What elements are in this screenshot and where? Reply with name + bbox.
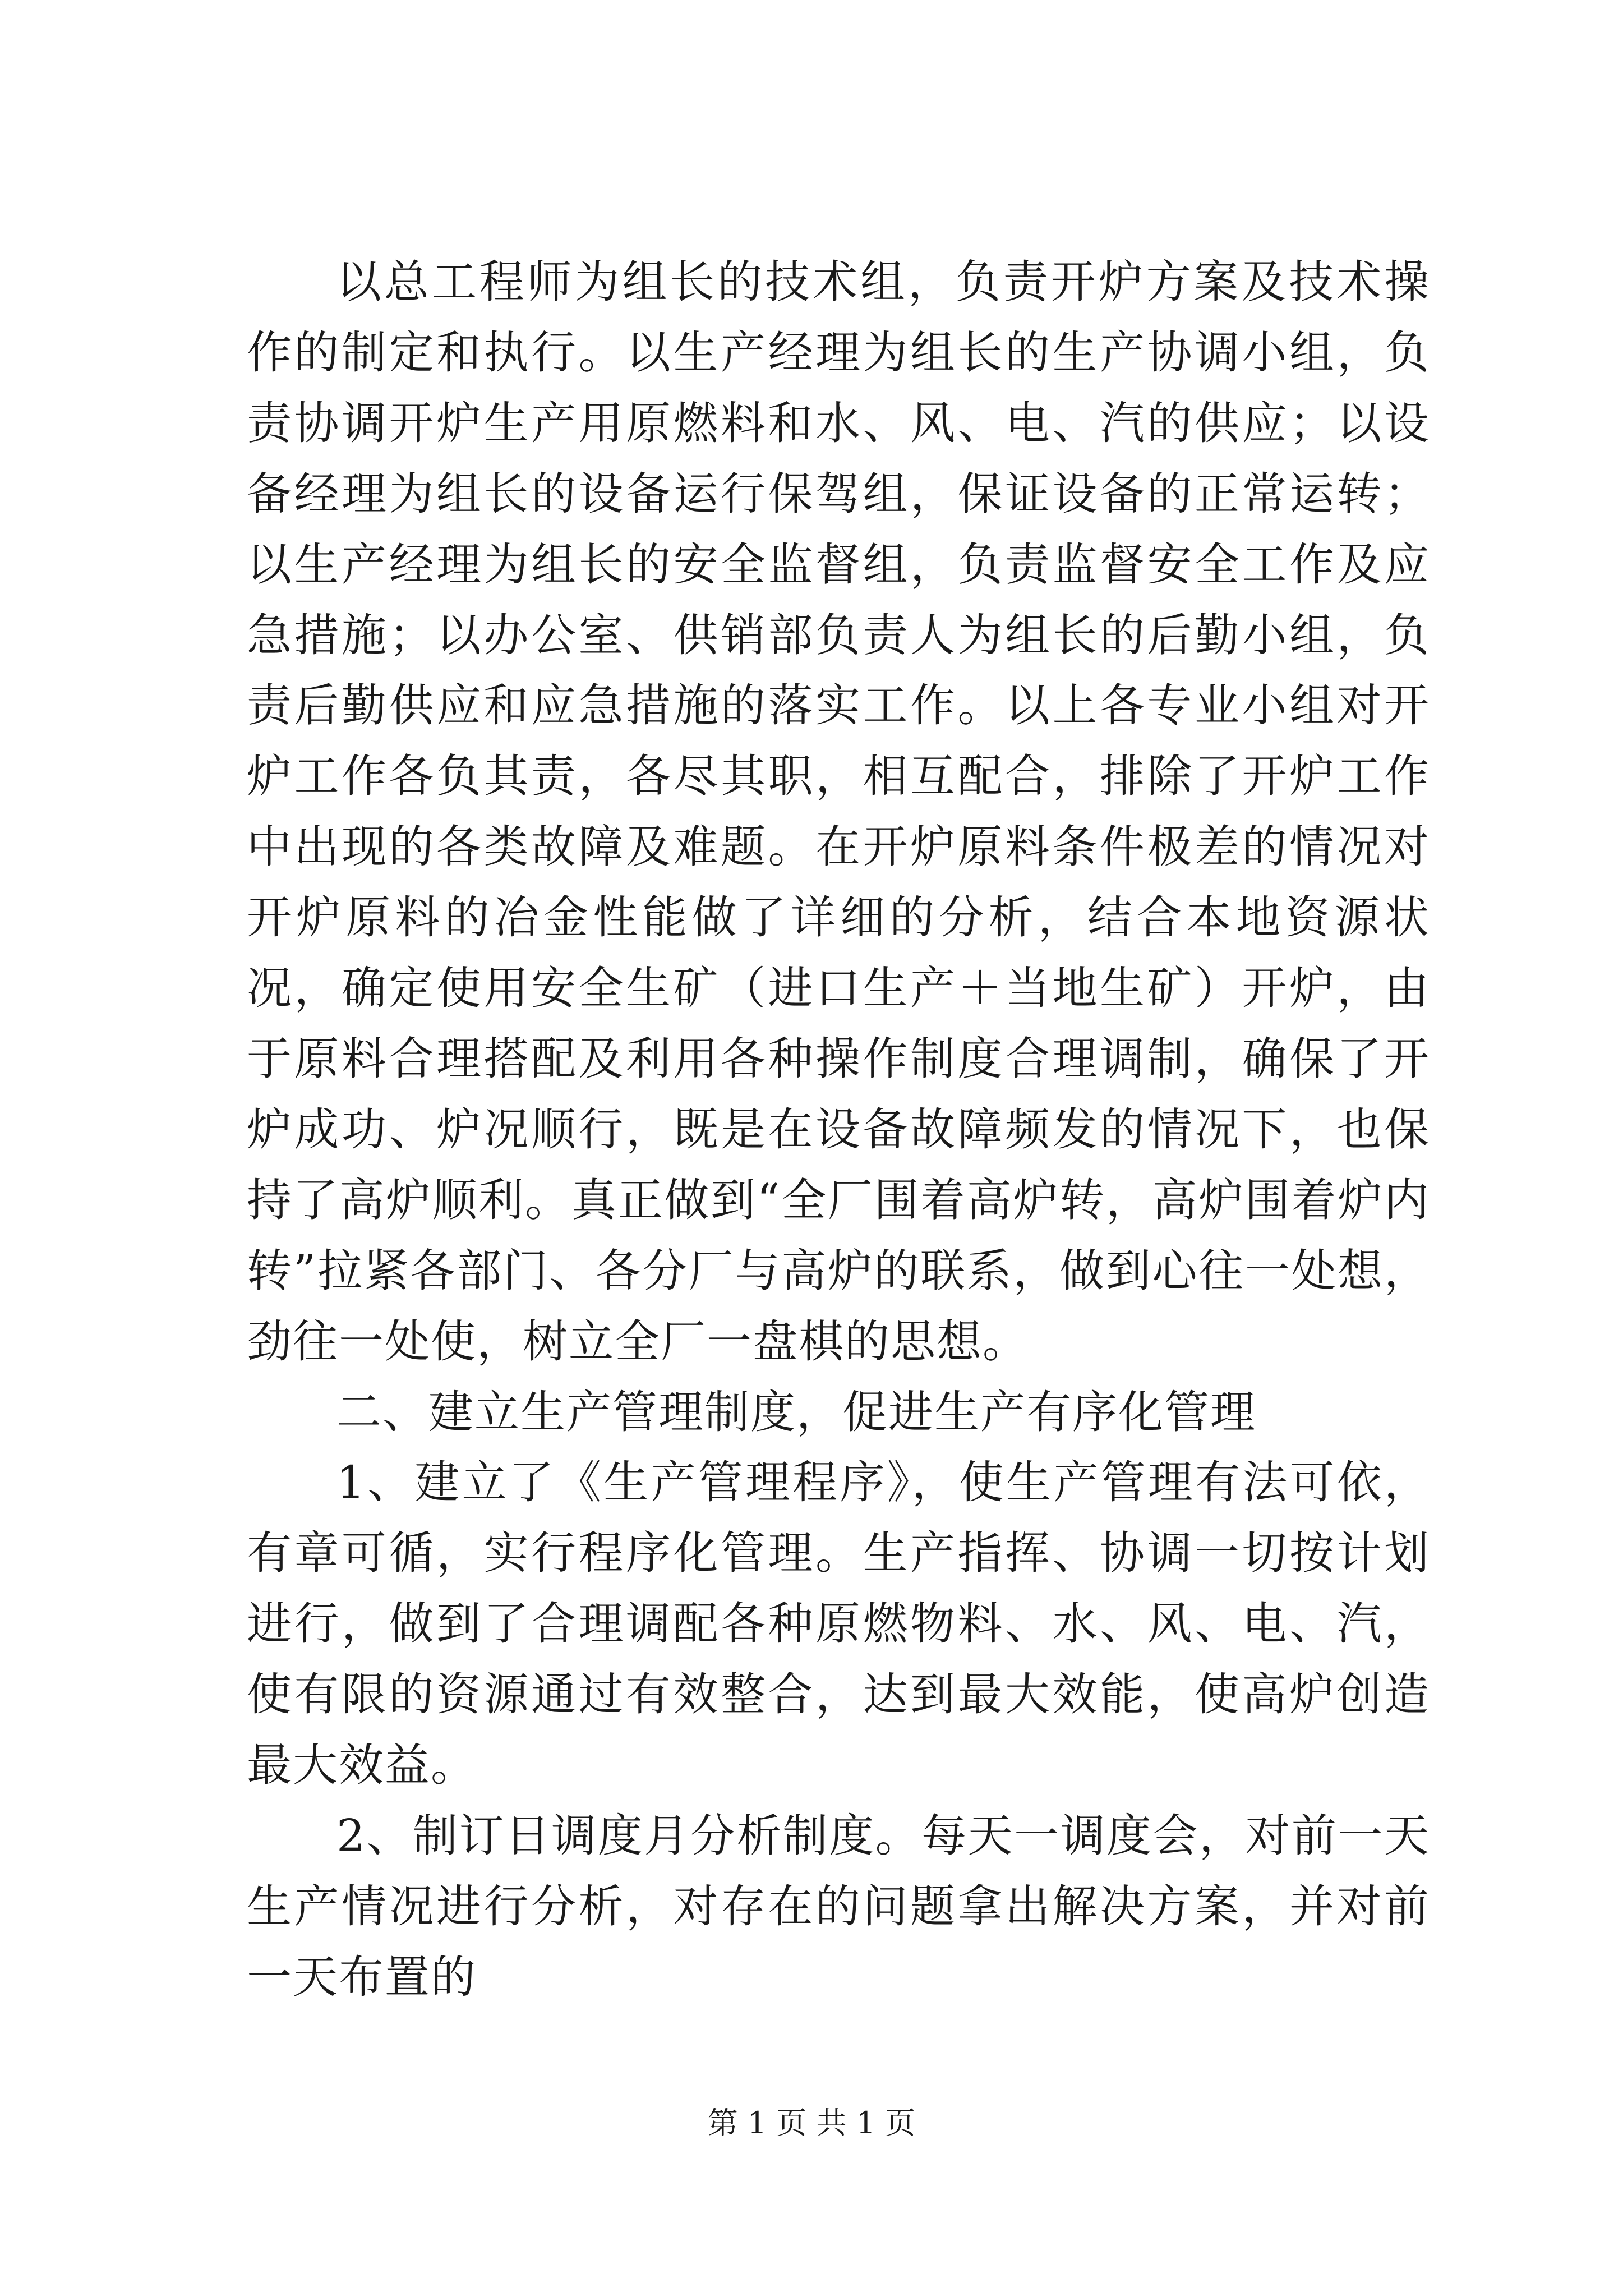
paragraph-item-2: 2、制订日调度月分析制度。每天一调度会，对前一天生产情况进行分析，对存在的问题拿出解决方案，并对前一天布置的 bbox=[247, 1809, 1430, 2003]
section-heading: 二、建立生产管理制度，促进生产有序化管理 bbox=[336, 1386, 1256, 1438]
paragraph-item-1: 1、建立了《生产管理程序》，使生产管理有法可依，有章可循，实行程序化管理。生产指挥、协调一切按计划进行，做到了合理调配各种原燃物料、水、风、电、汽，使有限的资源通过有效整合，达到最大效能，使高炉创造最大效益。 bbox=[247, 1456, 1430, 1792]
page-footer: 第 1 页 共 1 页 bbox=[707, 2105, 916, 2141]
document-body bbox=[247, 247, 1430, 2013]
paragraph-organization: 以总工程师为组长的技术组，负责开炉方案及技术操作的制定和执行。以生产经理为组长的生产协调小组，负责协调开炉生产用原燃料和水、风、电、汽的供应；以设备经理为组长的设备运行保驾组，保证设备的正常运转；以生产经理为组长的安全监督组，负责监督安全工作及应急措施；以办公室、供销部负责人为组长的后勤小组，负责后勤供应和应急措施的落实工作。以上各专业小组对开炉工作各负其责，各尽其职，相互配合，排除了开炉工作中出现的各类故障及难题。在开炉原料条件极差的情况对开炉原料的冶金性能做了详细的分析，结合本地资源状况，确定使用安全生矿（进口生产＋当地生矿）开炉，由于原料合理搭配及利用各种操作制度合理调制，确保了开炉成功、炉况顺行，既是在设备故障频发的情况下，也保持了高炉顺利。真正做到“全厂围着高炉转，高炉围着炉内转”拉紧各部门、各分厂与高炉的联系，做到心往一处想，劲往一处使，树立全厂一盘棋的思想。 bbox=[247, 256, 1430, 1368]
